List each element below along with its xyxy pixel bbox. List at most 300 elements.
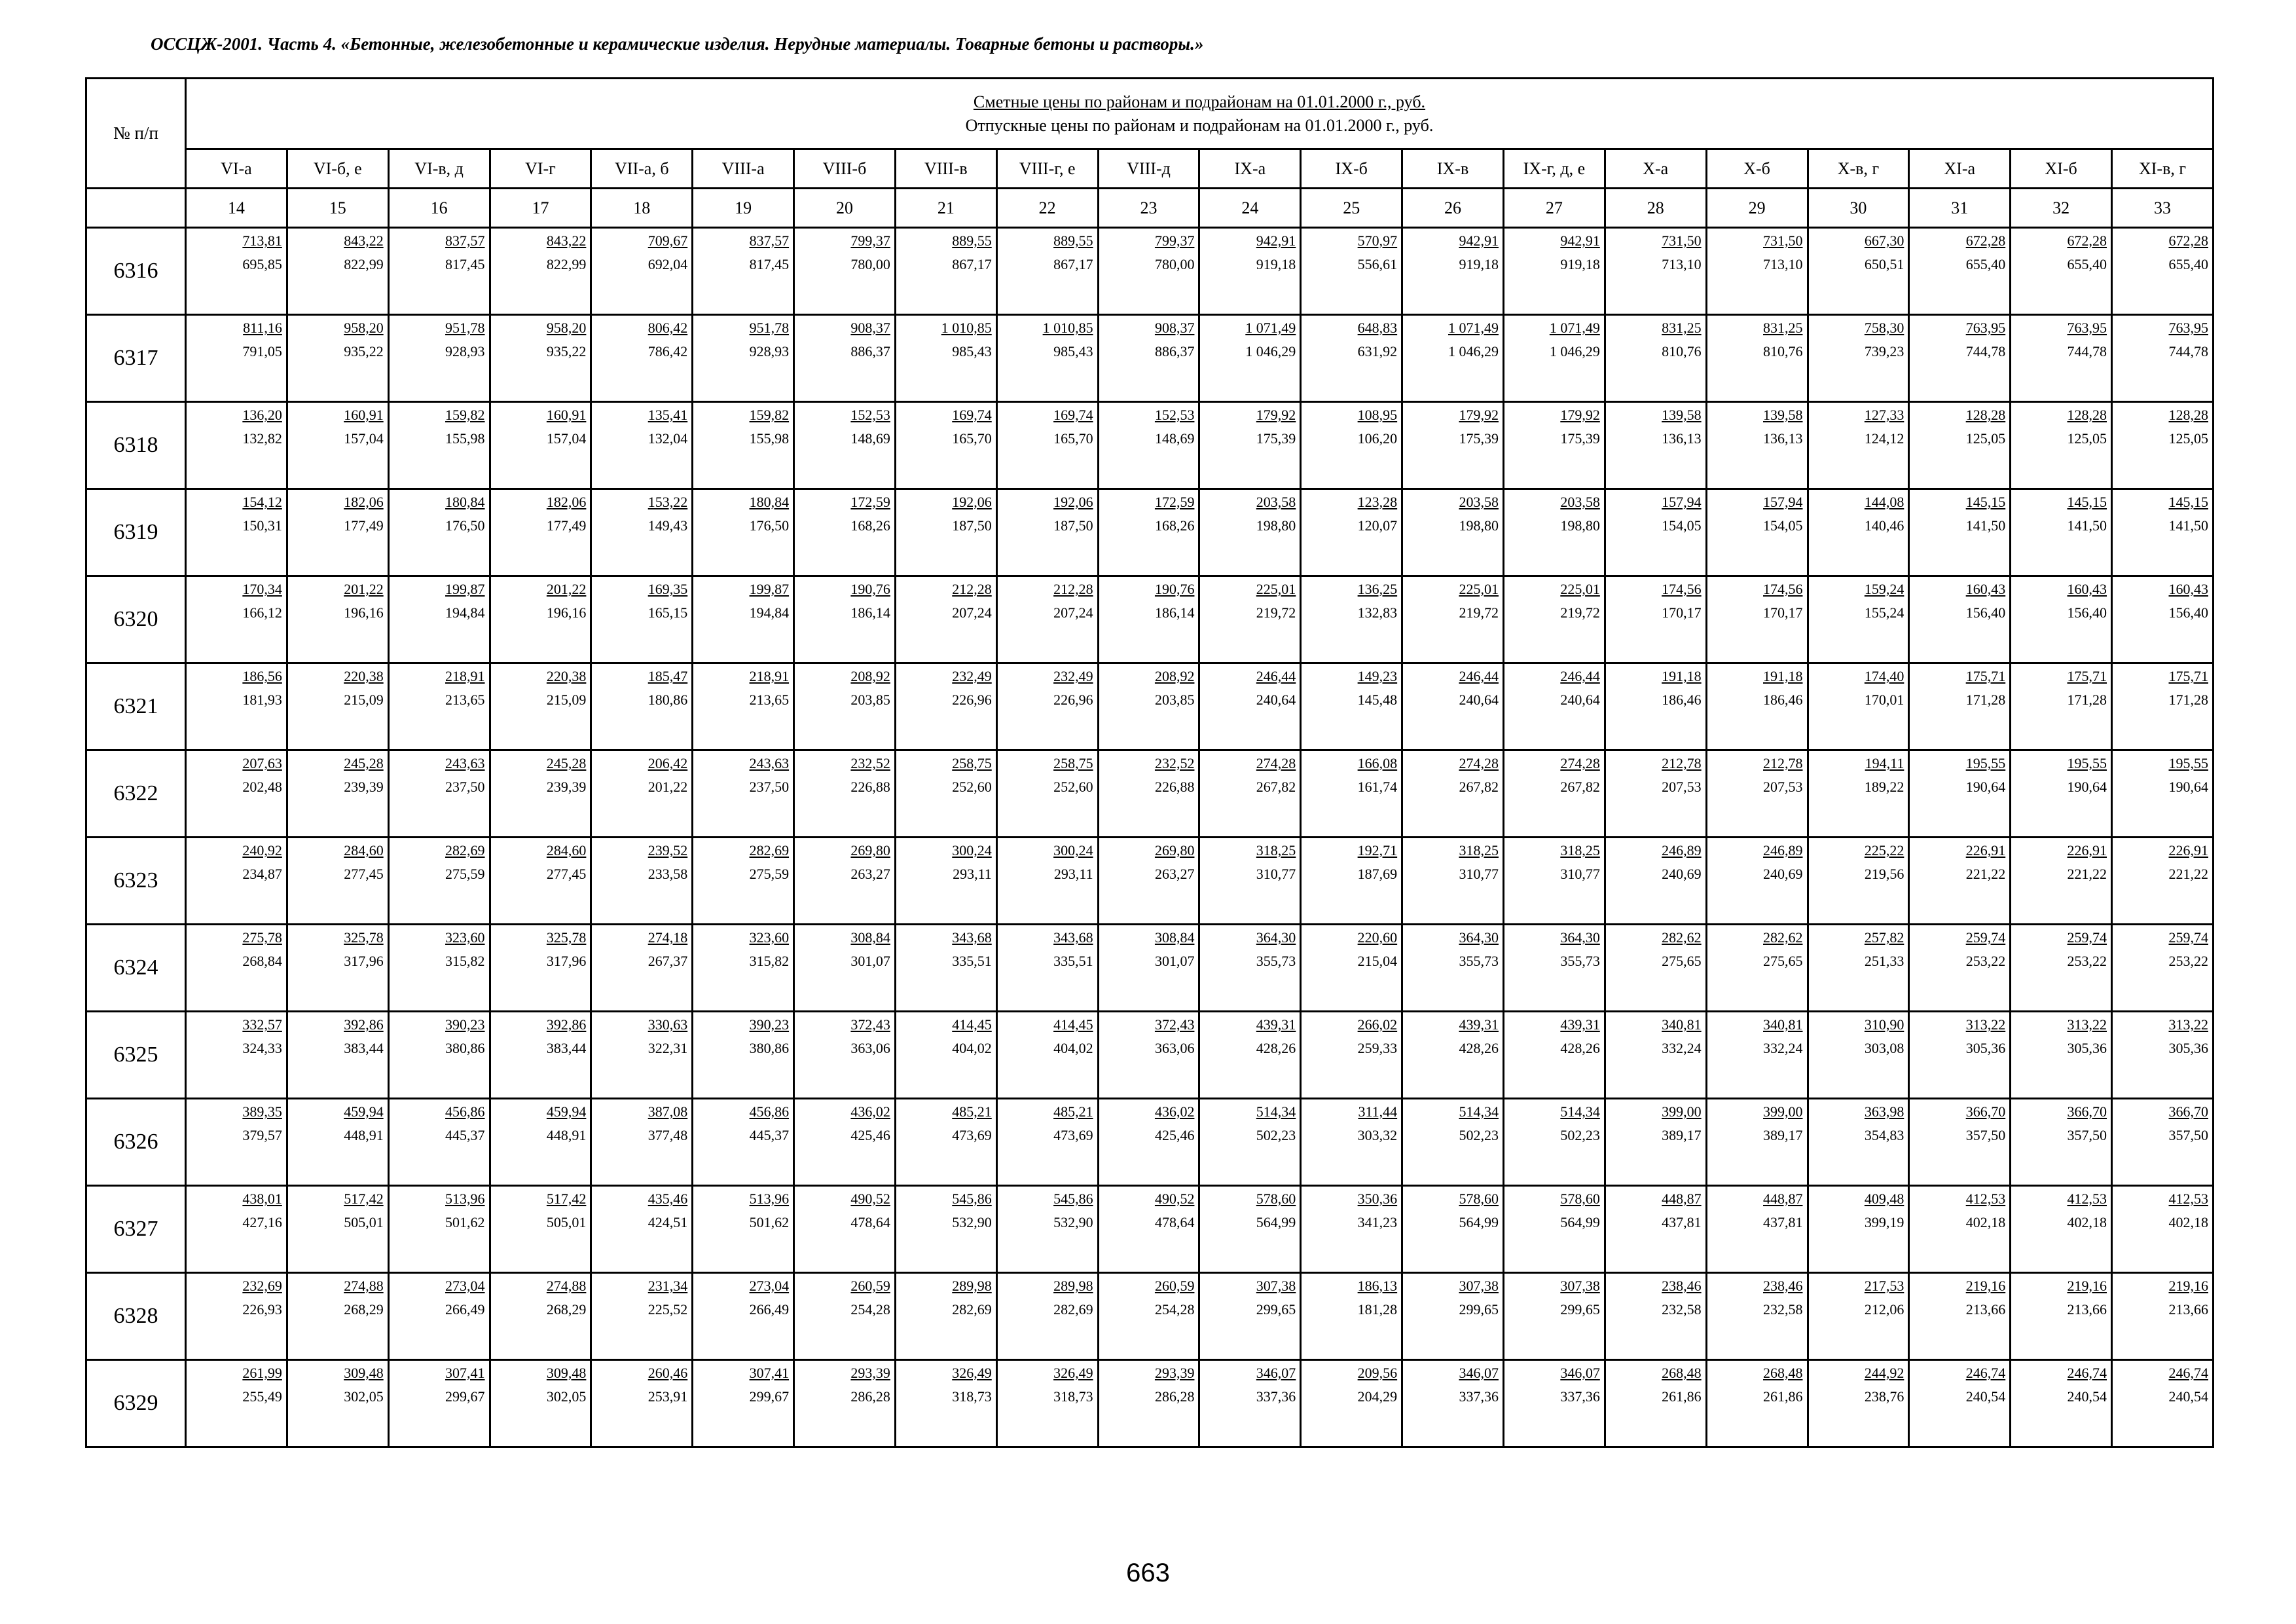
estimated-price: 843,22 — [344, 232, 384, 249]
column-number: 14 — [186, 189, 287, 228]
release-price: 305,36 — [2168, 1040, 2208, 1056]
release-price: 232,58 — [1662, 1301, 1702, 1318]
estimated-price: 485,21 — [1053, 1103, 1093, 1120]
price-cell — [388, 315, 490, 402]
estimated-price: 170,34 — [242, 581, 282, 597]
release-price: 337,36 — [1256, 1388, 1296, 1405]
estimated-price: 392,86 — [546, 1016, 587, 1033]
estimated-price: 266,02 — [1357, 1016, 1398, 1033]
price-cell — [490, 228, 591, 315]
estimated-price: 758,30 — [1864, 320, 1904, 336]
release-price: 232,58 — [1763, 1301, 1803, 1318]
release-price: 203,85 — [1154, 692, 1195, 708]
estimated-price: 318,25 — [1256, 842, 1296, 858]
price-cell — [186, 1186, 287, 1273]
estimated-price: 174,40 — [1864, 668, 1904, 684]
release-price: 275,65 — [1662, 953, 1702, 969]
price-cell — [2112, 750, 2214, 838]
price-cell — [1301, 315, 1402, 402]
estimated-price: 172,59 — [1154, 494, 1195, 510]
release-price: 226,88 — [1154, 779, 1195, 795]
estimated-price: 942,91 — [1459, 232, 1499, 249]
estimated-price: 160,91 — [546, 407, 587, 423]
release-price: 402,18 — [1965, 1214, 2006, 1230]
estimated-price: 390,23 — [749, 1016, 790, 1033]
estimated-price: 346,07 — [1560, 1365, 1600, 1381]
price-cell — [1808, 576, 1909, 663]
table-row — [86, 1186, 2214, 1273]
price-cell — [794, 1099, 896, 1186]
price-cell — [996, 1273, 1098, 1360]
estimated-price: 206,42 — [647, 755, 688, 771]
price-cell — [1301, 228, 1402, 315]
price-cell — [693, 315, 794, 402]
estimated-price: 232,69 — [242, 1278, 282, 1294]
estimated-price: 160,43 — [1965, 581, 2006, 597]
estimated-price: 908,37 — [1154, 320, 1195, 336]
release-price: 383,44 — [546, 1040, 587, 1056]
estimated-price: 412,53 — [2168, 1190, 2208, 1207]
release-price: 739,23 — [1864, 343, 1904, 360]
estimated-price: 153,22 — [647, 494, 688, 510]
estimated-price: 274,28 — [1459, 755, 1499, 771]
release-price: 155,98 — [445, 430, 485, 447]
release-price: 168,26 — [1154, 517, 1195, 534]
column-number-blank — [86, 189, 186, 228]
price-cell — [1199, 1273, 1301, 1360]
price-cell — [1605, 1360, 1706, 1447]
table-row — [86, 576, 2214, 663]
price-cell — [1301, 838, 1402, 925]
estimated-price: 192,06 — [952, 494, 992, 510]
release-price: 215,09 — [546, 692, 587, 708]
estimated-price: 226,91 — [1965, 842, 2006, 858]
release-price: 175,39 — [1256, 430, 1296, 447]
price-cell — [490, 489, 591, 576]
release-price: 221,22 — [1965, 866, 2006, 882]
estimated-price: 414,45 — [1053, 1016, 1093, 1033]
release-price: 190,64 — [1965, 779, 2006, 795]
price-cell — [693, 402, 794, 489]
release-price: 157,04 — [546, 430, 587, 447]
estimated-price: 330,63 — [647, 1016, 688, 1033]
estimated-price: 364,30 — [1560, 929, 1600, 946]
estimated-price: 490,52 — [1154, 1190, 1195, 1207]
estimated-price: 513,96 — [445, 1190, 485, 1207]
price-cell — [895, 315, 996, 402]
estimated-price: 514,34 — [1560, 1103, 1600, 1120]
price-cell — [2112, 576, 2214, 663]
release-price: 428,26 — [1560, 1040, 1600, 1056]
estimated-price: 136,25 — [1357, 581, 1398, 597]
estimated-price: 282,62 — [1763, 929, 1803, 946]
price-cell — [1605, 925, 1706, 1012]
row-number: 6327 — [86, 1186, 186, 1273]
estimated-price: 364,30 — [1459, 929, 1499, 946]
estimated-price: 439,31 — [1256, 1016, 1296, 1033]
column-number: 22 — [996, 189, 1098, 228]
release-price: 240,69 — [1763, 866, 1803, 882]
release-price: 337,36 — [1560, 1388, 1600, 1405]
price-cell — [693, 663, 794, 750]
price-cell — [186, 925, 287, 1012]
column-number: 23 — [1098, 189, 1199, 228]
release-price: 299,65 — [1459, 1301, 1499, 1318]
estimated-price: 244,92 — [1864, 1365, 1904, 1381]
release-price: 187,69 — [1357, 866, 1398, 882]
row-number: 6329 — [86, 1360, 186, 1447]
price-cell — [1503, 925, 1605, 1012]
release-price: 817,45 — [749, 256, 790, 272]
release-price: 207,24 — [952, 604, 992, 621]
release-price: 317,96 — [546, 953, 587, 969]
price-cell — [1301, 1360, 1402, 1447]
price-cell — [1098, 315, 1199, 402]
column-number: 28 — [1605, 189, 1706, 228]
page-number: 663 — [1126, 1559, 1170, 1587]
estimated-price: 246,74 — [1965, 1365, 2006, 1381]
caption-row — [86, 79, 2214, 149]
release-price: 213,66 — [2168, 1301, 2208, 1318]
estimated-price: 268,48 — [1763, 1365, 1803, 1381]
release-price: 564,99 — [1459, 1214, 1499, 1230]
release-price: 985,43 — [952, 343, 992, 360]
release-price: 266,49 — [749, 1301, 790, 1318]
release-price: 170,01 — [1864, 692, 1904, 708]
estimated-price: 831,25 — [1662, 320, 1702, 336]
caption-estimated: Сметные цены по районам и подрайонам на 01.01.2000 г., руб. — [973, 92, 1426, 111]
price-cell — [2112, 1099, 2214, 1186]
estimated-price: 307,41 — [445, 1365, 485, 1381]
release-price: 141,50 — [2168, 517, 2208, 534]
estimated-price: 731,50 — [1763, 232, 1803, 249]
estimated-price: 414,45 — [952, 1016, 992, 1033]
release-price: 692,04 — [647, 256, 688, 272]
estimated-price: 350,36 — [1357, 1190, 1398, 1207]
release-price: 332,24 — [1662, 1040, 1702, 1056]
release-price: 886,37 — [850, 343, 890, 360]
price-cell — [1402, 489, 1504, 576]
estimated-price: 169,74 — [952, 407, 992, 423]
price-cell — [1301, 750, 1402, 838]
estimated-price: 212,78 — [1763, 755, 1803, 771]
price-cell — [996, 750, 1098, 838]
release-price: 267,82 — [1459, 779, 1499, 795]
estimated-price: 201,22 — [546, 581, 587, 597]
release-price: 253,22 — [2168, 953, 2208, 969]
column-number: 27 — [1503, 189, 1605, 228]
row-number: 6328 — [86, 1273, 186, 1360]
estimated-price: 284,60 — [546, 842, 587, 858]
estimated-price: 258,75 — [952, 755, 992, 771]
release-price: 282,69 — [1053, 1301, 1093, 1318]
estimated-price: 190,76 — [850, 581, 890, 597]
estimated-price: 195,55 — [1965, 755, 2006, 771]
price-cell — [1909, 1012, 2011, 1099]
price-cell — [1503, 402, 1605, 489]
estimated-price: 225,01 — [1560, 581, 1600, 597]
release-price: 261,86 — [1763, 1388, 1803, 1405]
estimated-price: 389,35 — [242, 1103, 282, 1120]
estimated-price: 209,56 — [1357, 1365, 1398, 1381]
price-cell — [287, 576, 388, 663]
release-price: 176,50 — [749, 517, 790, 534]
release-price: 186,46 — [1662, 692, 1702, 708]
release-price: 132,83 — [1357, 604, 1398, 621]
release-price: 198,80 — [1560, 517, 1600, 534]
estimated-price: 274,28 — [1256, 755, 1296, 771]
price-cell — [287, 838, 388, 925]
release-price: 282,69 — [952, 1301, 992, 1318]
release-price: 240,64 — [1256, 692, 1296, 708]
estimated-price: 439,31 — [1560, 1016, 1600, 1033]
estimated-price: 309,48 — [546, 1365, 587, 1381]
price-cell — [1808, 1360, 1909, 1447]
price-cell — [1098, 838, 1199, 925]
price-cell — [287, 1360, 388, 1447]
price-cell — [693, 1360, 794, 1447]
release-price: 428,26 — [1256, 1040, 1296, 1056]
price-cell — [1402, 315, 1504, 402]
release-price: 389,17 — [1763, 1127, 1803, 1143]
estimated-price: 326,49 — [952, 1365, 992, 1381]
table-body — [86, 228, 2214, 1447]
release-price: 198,80 — [1459, 517, 1499, 534]
release-price: 213,65 — [749, 692, 790, 708]
estimated-price: 951,78 — [749, 320, 790, 336]
release-price: 253,22 — [1965, 953, 2006, 969]
release-price: 473,69 — [952, 1127, 992, 1143]
price-cell — [591, 489, 693, 576]
price-cell — [2011, 1273, 2112, 1360]
price-cell — [1098, 925, 1199, 1012]
release-price: 239,39 — [344, 779, 384, 795]
price-cell — [2011, 1099, 2112, 1186]
estimated-price: 545,86 — [952, 1190, 992, 1207]
price-cell — [1199, 750, 1301, 838]
estimated-price: 325,78 — [546, 929, 587, 946]
price-cell — [388, 750, 490, 838]
estimated-price: 293,39 — [1154, 1365, 1195, 1381]
estimated-price: 159,24 — [1864, 581, 1904, 597]
np-header: № п/п — [86, 79, 186, 189]
estimated-price: 145,15 — [2067, 494, 2107, 510]
release-price: 213,65 — [445, 692, 485, 708]
price-cell — [1706, 489, 1808, 576]
release-price: 234,87 — [242, 866, 282, 882]
release-price: 817,45 — [445, 256, 485, 272]
column-number: 30 — [1808, 189, 1909, 228]
release-price: 324,33 — [242, 1040, 282, 1056]
row-number: 6324 — [86, 925, 186, 1012]
row-number: 6317 — [86, 315, 186, 402]
price-cell — [2011, 1012, 2112, 1099]
price-cell — [1199, 1186, 1301, 1273]
release-price: 445,37 — [445, 1127, 485, 1143]
price-cell — [1706, 750, 1808, 838]
price-cell — [490, 750, 591, 838]
estimated-price: 318,25 — [1560, 842, 1600, 858]
estimated-price: 218,91 — [445, 668, 485, 684]
release-price: 286,28 — [850, 1388, 890, 1405]
release-price: 822,99 — [344, 256, 384, 272]
price-cell — [996, 489, 1098, 576]
estimated-price: 293,39 — [850, 1365, 890, 1381]
row-number: 6321 — [86, 663, 186, 750]
column-number: 33 — [2112, 189, 2214, 228]
estimated-price: 269,80 — [1154, 842, 1195, 858]
estimated-price: 220,38 — [546, 668, 587, 684]
estimated-price: 346,07 — [1256, 1365, 1296, 1381]
release-price: 935,22 — [344, 343, 384, 360]
estimated-price: 390,23 — [445, 1016, 485, 1033]
release-price: 293,11 — [953, 866, 992, 882]
price-cell — [1199, 402, 1301, 489]
estimated-price: 363,98 — [1864, 1103, 1904, 1120]
estimated-price: 282,69 — [445, 842, 485, 858]
price-cell — [1301, 489, 1402, 576]
region-header: VI-в, д — [388, 149, 490, 189]
release-price: 132,04 — [647, 430, 688, 447]
estimated-price: 225,01 — [1459, 581, 1499, 597]
price-cell — [1098, 1360, 1199, 1447]
estimated-price: 372,43 — [850, 1016, 890, 1033]
release-price: 268,84 — [242, 953, 282, 969]
table-caption — [186, 79, 2214, 149]
release-price: 478,64 — [1154, 1214, 1195, 1230]
estimated-price: 268,48 — [1662, 1365, 1702, 1381]
estimated-price: 145,15 — [1965, 494, 2006, 510]
price-cell — [1503, 1012, 1605, 1099]
price-cell — [2011, 663, 2112, 750]
release-price: 237,50 — [749, 779, 790, 795]
estimated-price: 485,21 — [952, 1103, 992, 1120]
estimated-price: 243,63 — [749, 755, 790, 771]
estimated-price: 439,31 — [1459, 1016, 1499, 1033]
release-price: 299,65 — [1560, 1301, 1600, 1318]
price-cell — [895, 838, 996, 925]
release-price: 317,96 — [344, 953, 384, 969]
price-cell — [895, 1099, 996, 1186]
release-price: 255,49 — [242, 1388, 282, 1405]
price-cell — [2112, 402, 2214, 489]
price-cell — [591, 228, 693, 315]
price-cell — [1503, 315, 1605, 402]
price-cell — [996, 1099, 1098, 1186]
release-price: 428,26 — [1459, 1040, 1499, 1056]
release-price: 780,00 — [850, 256, 890, 272]
column-number: 18 — [591, 189, 693, 228]
release-price: 402,18 — [2168, 1214, 2208, 1230]
estimated-price: 763,95 — [2067, 320, 2107, 336]
release-price: 156,40 — [1965, 604, 2006, 621]
release-price: 240,69 — [1662, 866, 1702, 882]
price-cell — [490, 402, 591, 489]
price-cell — [1605, 750, 1706, 838]
release-price: 141,50 — [1965, 517, 2006, 534]
price-cell — [1098, 1012, 1199, 1099]
estimated-price: 763,95 — [1965, 320, 2006, 336]
price-cell — [287, 489, 388, 576]
estimated-price: 399,00 — [1763, 1103, 1803, 1120]
estimated-price: 261,99 — [242, 1365, 282, 1381]
release-price: 357,50 — [2067, 1127, 2107, 1143]
estimated-price: 217,53 — [1864, 1278, 1904, 1294]
release-price: 190,64 — [2168, 779, 2208, 795]
column-number: 15 — [287, 189, 388, 228]
price-cell — [895, 1273, 996, 1360]
release-price: 253,91 — [647, 1388, 688, 1405]
estimated-price: 387,08 — [647, 1103, 688, 1120]
price-cell — [1706, 228, 1808, 315]
table-row — [86, 402, 2214, 489]
price-cell — [1301, 1099, 1402, 1186]
price-cell — [1098, 663, 1199, 750]
price-cell — [388, 402, 490, 489]
price-cell — [186, 750, 287, 838]
estimated-price: 166,08 — [1357, 755, 1398, 771]
price-cell — [996, 402, 1098, 489]
release-price: 125,05 — [1965, 430, 2006, 447]
price-cell — [693, 838, 794, 925]
price-cell — [1605, 315, 1706, 402]
release-price: 190,64 — [2067, 779, 2107, 795]
estimated-price: 186,13 — [1357, 1278, 1398, 1294]
release-price: 424,51 — [647, 1214, 688, 1230]
table-row — [86, 1273, 2214, 1360]
price-cell — [388, 925, 490, 1012]
release-price: 355,73 — [1560, 953, 1600, 969]
estimated-price: 194,11 — [1865, 755, 1904, 771]
release-price: 277,45 — [344, 866, 384, 882]
release-price: 310,77 — [1560, 866, 1600, 882]
price-cell — [1605, 402, 1706, 489]
release-price: 303,32 — [1357, 1127, 1398, 1143]
release-price: 254,28 — [850, 1301, 890, 1318]
price-cell — [388, 489, 490, 576]
price-cell — [388, 1099, 490, 1186]
estimated-price: 192,06 — [1053, 494, 1093, 510]
price-cell — [1605, 663, 1706, 750]
estimated-price: 238,46 — [1763, 1278, 1803, 1294]
estimated-price: 157,94 — [1763, 494, 1803, 510]
estimated-price: 366,70 — [1965, 1103, 2006, 1120]
estimated-price: 225,01 — [1256, 581, 1296, 597]
estimated-price: 246,44 — [1256, 668, 1296, 684]
estimated-price: 284,60 — [344, 842, 384, 858]
estimated-price: 160,43 — [2168, 581, 2208, 597]
release-price: 445,37 — [749, 1127, 790, 1143]
region-header: VIII-д — [1098, 149, 1199, 189]
release-price: 301,07 — [850, 953, 890, 969]
release-price: 501,62 — [445, 1214, 485, 1230]
price-cell — [2112, 489, 2214, 576]
price-cell — [794, 1360, 896, 1447]
release-price: 357,50 — [2168, 1127, 2208, 1143]
region-header: VII-а, б — [591, 149, 693, 189]
column-number: 29 — [1706, 189, 1808, 228]
price-cell — [1199, 1012, 1301, 1099]
estimated-price: 180,84 — [445, 494, 485, 510]
release-price: 171,28 — [2067, 692, 2107, 708]
price-cell — [1402, 1186, 1504, 1273]
price-cell — [591, 402, 693, 489]
release-price: 125,05 — [2067, 430, 2107, 447]
price-cell — [1808, 1099, 1909, 1186]
price-cell — [388, 1012, 490, 1099]
estimated-price: 149,23 — [1357, 668, 1398, 684]
release-price: 237,50 — [445, 779, 485, 795]
